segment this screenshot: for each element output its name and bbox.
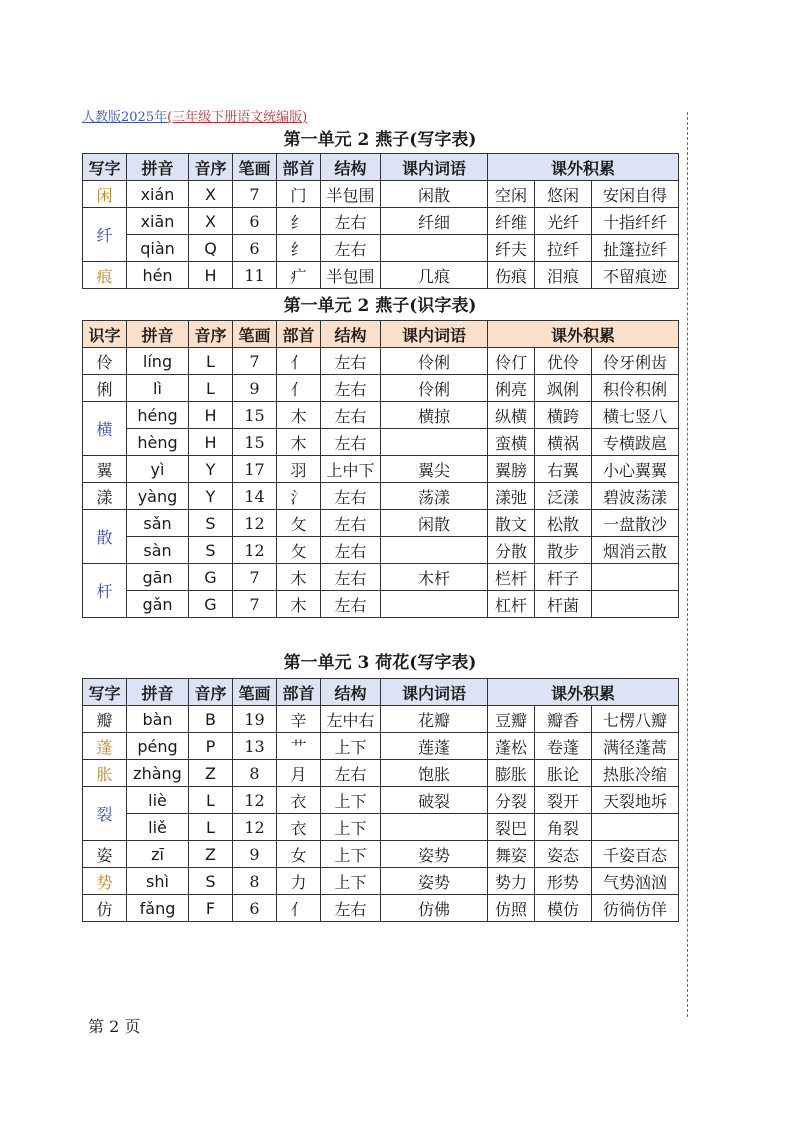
column-header: 课外积累 bbox=[488, 154, 679, 181]
table-row bbox=[83, 706, 679, 733]
recognition-table-yanzi bbox=[82, 320, 679, 618]
character-cell: 翼 bbox=[83, 456, 127, 483]
extra-word-cell: 光纤 bbox=[535, 208, 592, 235]
extra-word-cell: 角裂 bbox=[535, 814, 592, 841]
radical-cell: 力 bbox=[277, 868, 321, 895]
radical-cell: 亻 bbox=[277, 375, 321, 402]
lesson-word-cell bbox=[381, 591, 488, 618]
extra-word-cell: 伤痕 bbox=[488, 262, 535, 289]
structure-cell: 上下 bbox=[321, 841, 381, 868]
character-cell: 痕 bbox=[83, 262, 127, 289]
character-cell: 蓬 bbox=[83, 733, 127, 760]
column-header: 课外积累 bbox=[488, 679, 679, 706]
extra-word-cell: 扯篷拉纤 bbox=[592, 235, 679, 262]
extra-word-cell: 瓣香 bbox=[535, 706, 592, 733]
extra-word-cell: 分裂 bbox=[488, 787, 535, 814]
character-cell: 仿 bbox=[83, 895, 127, 922]
column-header: 写字 bbox=[83, 154, 127, 181]
writing-table-yanzi bbox=[82, 153, 679, 289]
stroke-count-cell: 12 bbox=[233, 814, 277, 841]
extra-word-cell: 烟消云散 bbox=[592, 537, 679, 564]
character-cell: 散 bbox=[83, 510, 127, 564]
table-row bbox=[83, 841, 679, 868]
section-title: 第一单元 2 燕子(识字表) bbox=[283, 296, 477, 316]
extra-word-cell: 天裂地坼 bbox=[592, 787, 679, 814]
pinyin-cell: yàng bbox=[127, 483, 189, 510]
radical-cell: 木 bbox=[277, 429, 321, 456]
stroke-count-cell: 8 bbox=[233, 868, 277, 895]
extra-word-cell: 飒俐 bbox=[535, 375, 592, 402]
lesson-word-cell: 闲散 bbox=[381, 181, 488, 208]
lesson-word-cell bbox=[381, 537, 488, 564]
header-row bbox=[83, 321, 679, 348]
lesson-word-cell: 闲散 bbox=[381, 510, 488, 537]
lesson-word-cell: 饱胀 bbox=[381, 760, 488, 787]
radical-cell: 亻 bbox=[277, 348, 321, 375]
lesson-word-cell: 破裂 bbox=[381, 787, 488, 814]
radical-cell: 氵 bbox=[277, 483, 321, 510]
sound-order-cell: X bbox=[189, 181, 233, 208]
stroke-count-cell: 14 bbox=[233, 483, 277, 510]
sound-order-cell: X bbox=[189, 208, 233, 235]
structure-cell: 左中右 bbox=[321, 706, 381, 733]
extra-word-cell: 悠闲 bbox=[535, 181, 592, 208]
lesson-word-cell: 伶俐 bbox=[381, 348, 488, 375]
column-header: 部首 bbox=[277, 154, 321, 181]
header-row bbox=[83, 679, 679, 706]
sound-order-cell: P bbox=[189, 733, 233, 760]
extra-word-cell: 专横跋扈 bbox=[592, 429, 679, 456]
character-cell: 闲 bbox=[83, 181, 127, 208]
extra-word-cell: 蓬松 bbox=[488, 733, 535, 760]
radical-cell: 攵 bbox=[277, 537, 321, 564]
table-row bbox=[83, 262, 679, 289]
radical-cell: 衣 bbox=[277, 814, 321, 841]
column-header: 拼音 bbox=[127, 154, 189, 181]
stroke-count-cell: 9 bbox=[233, 841, 277, 868]
extra-word-cell: 豆瓣 bbox=[488, 706, 535, 733]
structure-cell: 上下 bbox=[321, 868, 381, 895]
lesson-word-cell: 木杆 bbox=[381, 564, 488, 591]
radical-cell: 月 bbox=[277, 760, 321, 787]
extra-word-cell: 积伶积俐 bbox=[592, 375, 679, 402]
column-header: 音序 bbox=[189, 154, 233, 181]
header-row bbox=[83, 154, 679, 181]
column-header: 部首 bbox=[277, 679, 321, 706]
table-row bbox=[83, 591, 679, 618]
extra-word-cell: 杠杆 bbox=[488, 591, 535, 618]
character-cell: 姿 bbox=[83, 841, 127, 868]
sound-order-cell: S bbox=[189, 868, 233, 895]
lesson-word-cell bbox=[381, 235, 488, 262]
extra-word-cell: 碧波荡漾 bbox=[592, 483, 679, 510]
table-row bbox=[83, 429, 679, 456]
radical-cell: 纟 bbox=[277, 235, 321, 262]
page-number: 第 2 页 bbox=[88, 1017, 141, 1036]
radical-cell: 木 bbox=[277, 402, 321, 429]
table-row bbox=[83, 235, 679, 262]
lesson-word-cell bbox=[381, 814, 488, 841]
sound-order-cell: G bbox=[189, 591, 233, 618]
extra-word-cell: 伶牙俐齿 bbox=[592, 348, 679, 375]
structure-cell: 左右 bbox=[321, 510, 381, 537]
extra-word-cell: 舞姿 bbox=[488, 841, 535, 868]
structure-cell: 左右 bbox=[321, 375, 381, 402]
extra-word-cell: 横七竖八 bbox=[592, 402, 679, 429]
character-cell: 裂 bbox=[83, 787, 127, 841]
extra-word-cell: 卷蓬 bbox=[535, 733, 592, 760]
table-row bbox=[83, 895, 679, 922]
structure-cell: 左右 bbox=[321, 429, 381, 456]
radical-cell: 衣 bbox=[277, 787, 321, 814]
extra-word-cell: 千姿百态 bbox=[592, 841, 679, 868]
stroke-count-cell: 7 bbox=[233, 181, 277, 208]
pinyin-cell: zī bbox=[127, 841, 189, 868]
extra-word-cell: 小心翼翼 bbox=[592, 456, 679, 483]
table-row bbox=[83, 787, 679, 814]
extra-word-cell: 漾弛 bbox=[488, 483, 535, 510]
pinyin-cell: zhàng bbox=[127, 760, 189, 787]
extra-word-cell: 胀论 bbox=[535, 760, 592, 787]
column-header: 拼音 bbox=[127, 321, 189, 348]
extra-word-cell: 模仿 bbox=[535, 895, 592, 922]
stroke-count-cell: 6 bbox=[233, 208, 277, 235]
extra-word-cell: 热胀冷缩 bbox=[592, 760, 679, 787]
sound-order-cell: S bbox=[189, 537, 233, 564]
extra-word-cell: 翼膀 bbox=[488, 456, 535, 483]
character-cell: 瓣 bbox=[83, 706, 127, 733]
character-cell: 势 bbox=[83, 868, 127, 895]
extra-word-cell: 纵横 bbox=[488, 402, 535, 429]
extra-word-cell: 泛漾 bbox=[535, 483, 592, 510]
section-title: 第一单元 2 燕子(写字表) bbox=[283, 130, 477, 150]
extra-word-cell: 裂开 bbox=[535, 787, 592, 814]
lesson-word-cell: 姿势 bbox=[381, 841, 488, 868]
lesson-word-cell: 几痕 bbox=[381, 262, 488, 289]
extra-word-cell: 空闲 bbox=[488, 181, 535, 208]
table-row bbox=[83, 348, 679, 375]
structure-cell: 上中下 bbox=[321, 456, 381, 483]
extra-word-cell: 纤夫 bbox=[488, 235, 535, 262]
extra-word-cell: 俐亮 bbox=[488, 375, 535, 402]
structure-cell: 上下 bbox=[321, 814, 381, 841]
table-row bbox=[83, 510, 679, 537]
cut-line bbox=[687, 112, 688, 1017]
table-row bbox=[83, 483, 679, 510]
stroke-count-cell: 19 bbox=[233, 706, 277, 733]
pinyin-cell: hèng bbox=[127, 429, 189, 456]
column-header: 结构 bbox=[321, 679, 381, 706]
lesson-word-cell: 翼尖 bbox=[381, 456, 488, 483]
lesson-word-cell bbox=[381, 429, 488, 456]
structure-cell: 左右 bbox=[321, 208, 381, 235]
column-header: 写字 bbox=[83, 679, 127, 706]
pinyin-cell: liè bbox=[127, 787, 189, 814]
extra-word-cell: 右翼 bbox=[535, 456, 592, 483]
extra-word-cell: 杆子 bbox=[535, 564, 592, 591]
structure-cell: 左右 bbox=[321, 537, 381, 564]
radical-cell: 女 bbox=[277, 841, 321, 868]
table-row bbox=[83, 456, 679, 483]
section-title: 第一单元 3 荷花(写字表) bbox=[283, 653, 477, 673]
stroke-count-cell: 12 bbox=[233, 537, 277, 564]
pinyin-cell: lì bbox=[127, 375, 189, 402]
stroke-count-cell: 6 bbox=[233, 235, 277, 262]
pinyin-cell: fǎng bbox=[127, 895, 189, 922]
structure-cell: 左右 bbox=[321, 564, 381, 591]
character-cell: 横 bbox=[83, 402, 127, 456]
stroke-count-cell: 11 bbox=[233, 262, 277, 289]
radical-cell: 攵 bbox=[277, 510, 321, 537]
extra-word-cell: 裂巴 bbox=[488, 814, 535, 841]
pinyin-cell: sàn bbox=[127, 537, 189, 564]
pinyin-cell: péng bbox=[127, 733, 189, 760]
structure-cell: 半包围 bbox=[321, 262, 381, 289]
extra-word-cell: 仿照 bbox=[488, 895, 535, 922]
extra-word-cell: 伶仃 bbox=[488, 348, 535, 375]
table-row bbox=[83, 814, 679, 841]
pinyin-cell: xiān bbox=[127, 208, 189, 235]
column-header: 笔画 bbox=[233, 679, 277, 706]
stroke-count-cell: 7 bbox=[233, 564, 277, 591]
extra-word-cell bbox=[592, 814, 679, 841]
column-header: 音序 bbox=[189, 679, 233, 706]
pinyin-cell: sǎn bbox=[127, 510, 189, 537]
table-row bbox=[83, 402, 679, 429]
radical-cell: 辛 bbox=[277, 706, 321, 733]
table-row bbox=[83, 760, 679, 787]
structure-cell: 上下 bbox=[321, 733, 381, 760]
column-header: 笔画 bbox=[233, 321, 277, 348]
pinyin-cell: xián bbox=[127, 181, 189, 208]
radical-cell: 羽 bbox=[277, 456, 321, 483]
extra-word-cell: 彷徜仿佯 bbox=[592, 895, 679, 922]
radical-cell: 木 bbox=[277, 564, 321, 591]
extra-word-cell: 膨胀 bbox=[488, 760, 535, 787]
structure-cell: 上下 bbox=[321, 787, 381, 814]
sound-order-cell: Y bbox=[189, 456, 233, 483]
stroke-count-cell: 7 bbox=[233, 591, 277, 618]
column-header: 课内词语 bbox=[381, 679, 488, 706]
sound-order-cell: F bbox=[189, 895, 233, 922]
pinyin-cell: shì bbox=[127, 868, 189, 895]
extra-word-cell: 松散 bbox=[535, 510, 592, 537]
table-row bbox=[83, 564, 679, 591]
stroke-count-cell: 9 bbox=[233, 375, 277, 402]
sound-order-cell: S bbox=[189, 510, 233, 537]
character-cell: 杆 bbox=[83, 564, 127, 618]
column-header: 结构 bbox=[321, 321, 381, 348]
stroke-count-cell: 6 bbox=[233, 895, 277, 922]
structure-cell: 半包围 bbox=[321, 181, 381, 208]
column-header: 部首 bbox=[277, 321, 321, 348]
table-row bbox=[83, 733, 679, 760]
extra-word-cell: 泪痕 bbox=[535, 262, 592, 289]
character-cell: 漾 bbox=[83, 483, 127, 510]
sound-order-cell: L bbox=[189, 814, 233, 841]
lesson-word-cell: 纤细 bbox=[381, 208, 488, 235]
lesson-word-cell: 横掠 bbox=[381, 402, 488, 429]
extra-word-cell: 杆菌 bbox=[535, 591, 592, 618]
stroke-count-cell: 12 bbox=[233, 787, 277, 814]
page-header bbox=[82, 106, 307, 125]
sound-order-cell: L bbox=[189, 787, 233, 814]
extra-word-cell: 十指纤纤 bbox=[592, 208, 679, 235]
lesson-word-cell: 花瓣 bbox=[381, 706, 488, 733]
extra-word-cell: 满径蓬蒿 bbox=[592, 733, 679, 760]
column-header: 音序 bbox=[189, 321, 233, 348]
column-header: 课内词语 bbox=[381, 154, 488, 181]
extra-word-cell: 一盘散沙 bbox=[592, 510, 679, 537]
extra-word-cell: 势力 bbox=[488, 868, 535, 895]
radical-cell: 木 bbox=[277, 591, 321, 618]
extra-word-cell: 气势汹汹 bbox=[592, 868, 679, 895]
extra-word-cell: 优伶 bbox=[535, 348, 592, 375]
pinyin-cell: qiàn bbox=[127, 235, 189, 262]
stroke-count-cell: 15 bbox=[233, 429, 277, 456]
structure-cell: 左右 bbox=[321, 348, 381, 375]
sound-order-cell: Y bbox=[189, 483, 233, 510]
extra-word-cell: 横跨 bbox=[535, 402, 592, 429]
column-header: 课外积累 bbox=[488, 321, 679, 348]
writing-table-hehua bbox=[82, 678, 679, 922]
sound-order-cell: H bbox=[189, 402, 233, 429]
header-edition: 人教版2025年 bbox=[82, 110, 168, 125]
pinyin-cell: gān bbox=[127, 564, 189, 591]
extra-word-cell: 散步 bbox=[535, 537, 592, 564]
pinyin-cell: héng bbox=[127, 402, 189, 429]
extra-word-cell: 不留痕迹 bbox=[592, 262, 679, 289]
sound-order-cell: L bbox=[189, 348, 233, 375]
stroke-count-cell: 7 bbox=[233, 348, 277, 375]
character-cell: 胀 bbox=[83, 760, 127, 787]
structure-cell: 左右 bbox=[321, 895, 381, 922]
structure-cell: 左右 bbox=[321, 402, 381, 429]
stroke-count-cell: 12 bbox=[233, 510, 277, 537]
extra-word-cell: 七楞八瓣 bbox=[592, 706, 679, 733]
pinyin-cell: liě bbox=[127, 814, 189, 841]
header-grade: (三年级下册语文统编版) bbox=[167, 110, 308, 125]
extra-word-cell: 横祸 bbox=[535, 429, 592, 456]
sound-order-cell: H bbox=[189, 429, 233, 456]
extra-word-cell bbox=[592, 564, 679, 591]
pinyin-cell: yì bbox=[127, 456, 189, 483]
column-header: 结构 bbox=[321, 154, 381, 181]
radical-cell: 门 bbox=[277, 181, 321, 208]
structure-cell: 左右 bbox=[321, 235, 381, 262]
table-row bbox=[83, 537, 679, 564]
radical-cell: 亻 bbox=[277, 895, 321, 922]
sound-order-cell: H bbox=[189, 262, 233, 289]
character-cell: 俐 bbox=[83, 375, 127, 402]
lesson-word-cell: 仿佛 bbox=[381, 895, 488, 922]
sound-order-cell: Z bbox=[189, 760, 233, 787]
stroke-count-cell: 8 bbox=[233, 760, 277, 787]
lesson-word-cell: 莲蓬 bbox=[381, 733, 488, 760]
stroke-count-cell: 13 bbox=[233, 733, 277, 760]
lesson-word-cell: 姿势 bbox=[381, 868, 488, 895]
character-cell: 纤 bbox=[83, 208, 127, 262]
extra-word-cell: 姿态 bbox=[535, 841, 592, 868]
table-row bbox=[83, 868, 679, 895]
column-header: 拼音 bbox=[127, 679, 189, 706]
radical-cell: 疒 bbox=[277, 262, 321, 289]
extra-word-cell: 安闲自得 bbox=[592, 181, 679, 208]
sound-order-cell: B bbox=[189, 706, 233, 733]
table-row bbox=[83, 208, 679, 235]
extra-word-cell: 纤维 bbox=[488, 208, 535, 235]
table-row bbox=[83, 375, 679, 402]
character-cell: 伶 bbox=[83, 348, 127, 375]
column-header: 课内词语 bbox=[381, 321, 488, 348]
sound-order-cell: G bbox=[189, 564, 233, 591]
sound-order-cell: Z bbox=[189, 841, 233, 868]
stroke-count-cell: 15 bbox=[233, 402, 277, 429]
radical-cell: 纟 bbox=[277, 208, 321, 235]
table-row bbox=[83, 181, 679, 208]
pinyin-cell: líng bbox=[127, 348, 189, 375]
column-header: 识字 bbox=[83, 321, 127, 348]
stroke-count-cell: 17 bbox=[233, 456, 277, 483]
column-header: 笔画 bbox=[233, 154, 277, 181]
extra-word-cell: 蛮横 bbox=[488, 429, 535, 456]
structure-cell: 左右 bbox=[321, 483, 381, 510]
structure-cell: 左右 bbox=[321, 591, 381, 618]
structure-cell: 左右 bbox=[321, 760, 381, 787]
lesson-word-cell: 荡漾 bbox=[381, 483, 488, 510]
radical-cell: 艹 bbox=[277, 733, 321, 760]
extra-word-cell: 拉纤 bbox=[535, 235, 592, 262]
pinyin-cell: hén bbox=[127, 262, 189, 289]
pinyin-cell: gǎn bbox=[127, 591, 189, 618]
extra-word-cell bbox=[592, 591, 679, 618]
lesson-word-cell: 伶俐 bbox=[381, 375, 488, 402]
extra-word-cell: 分散 bbox=[488, 537, 535, 564]
extra-word-cell: 散文 bbox=[488, 510, 535, 537]
sound-order-cell: L bbox=[189, 375, 233, 402]
sound-order-cell: Q bbox=[189, 235, 233, 262]
extra-word-cell: 栏杆 bbox=[488, 564, 535, 591]
pinyin-cell: bàn bbox=[127, 706, 189, 733]
extra-word-cell: 形势 bbox=[535, 868, 592, 895]
